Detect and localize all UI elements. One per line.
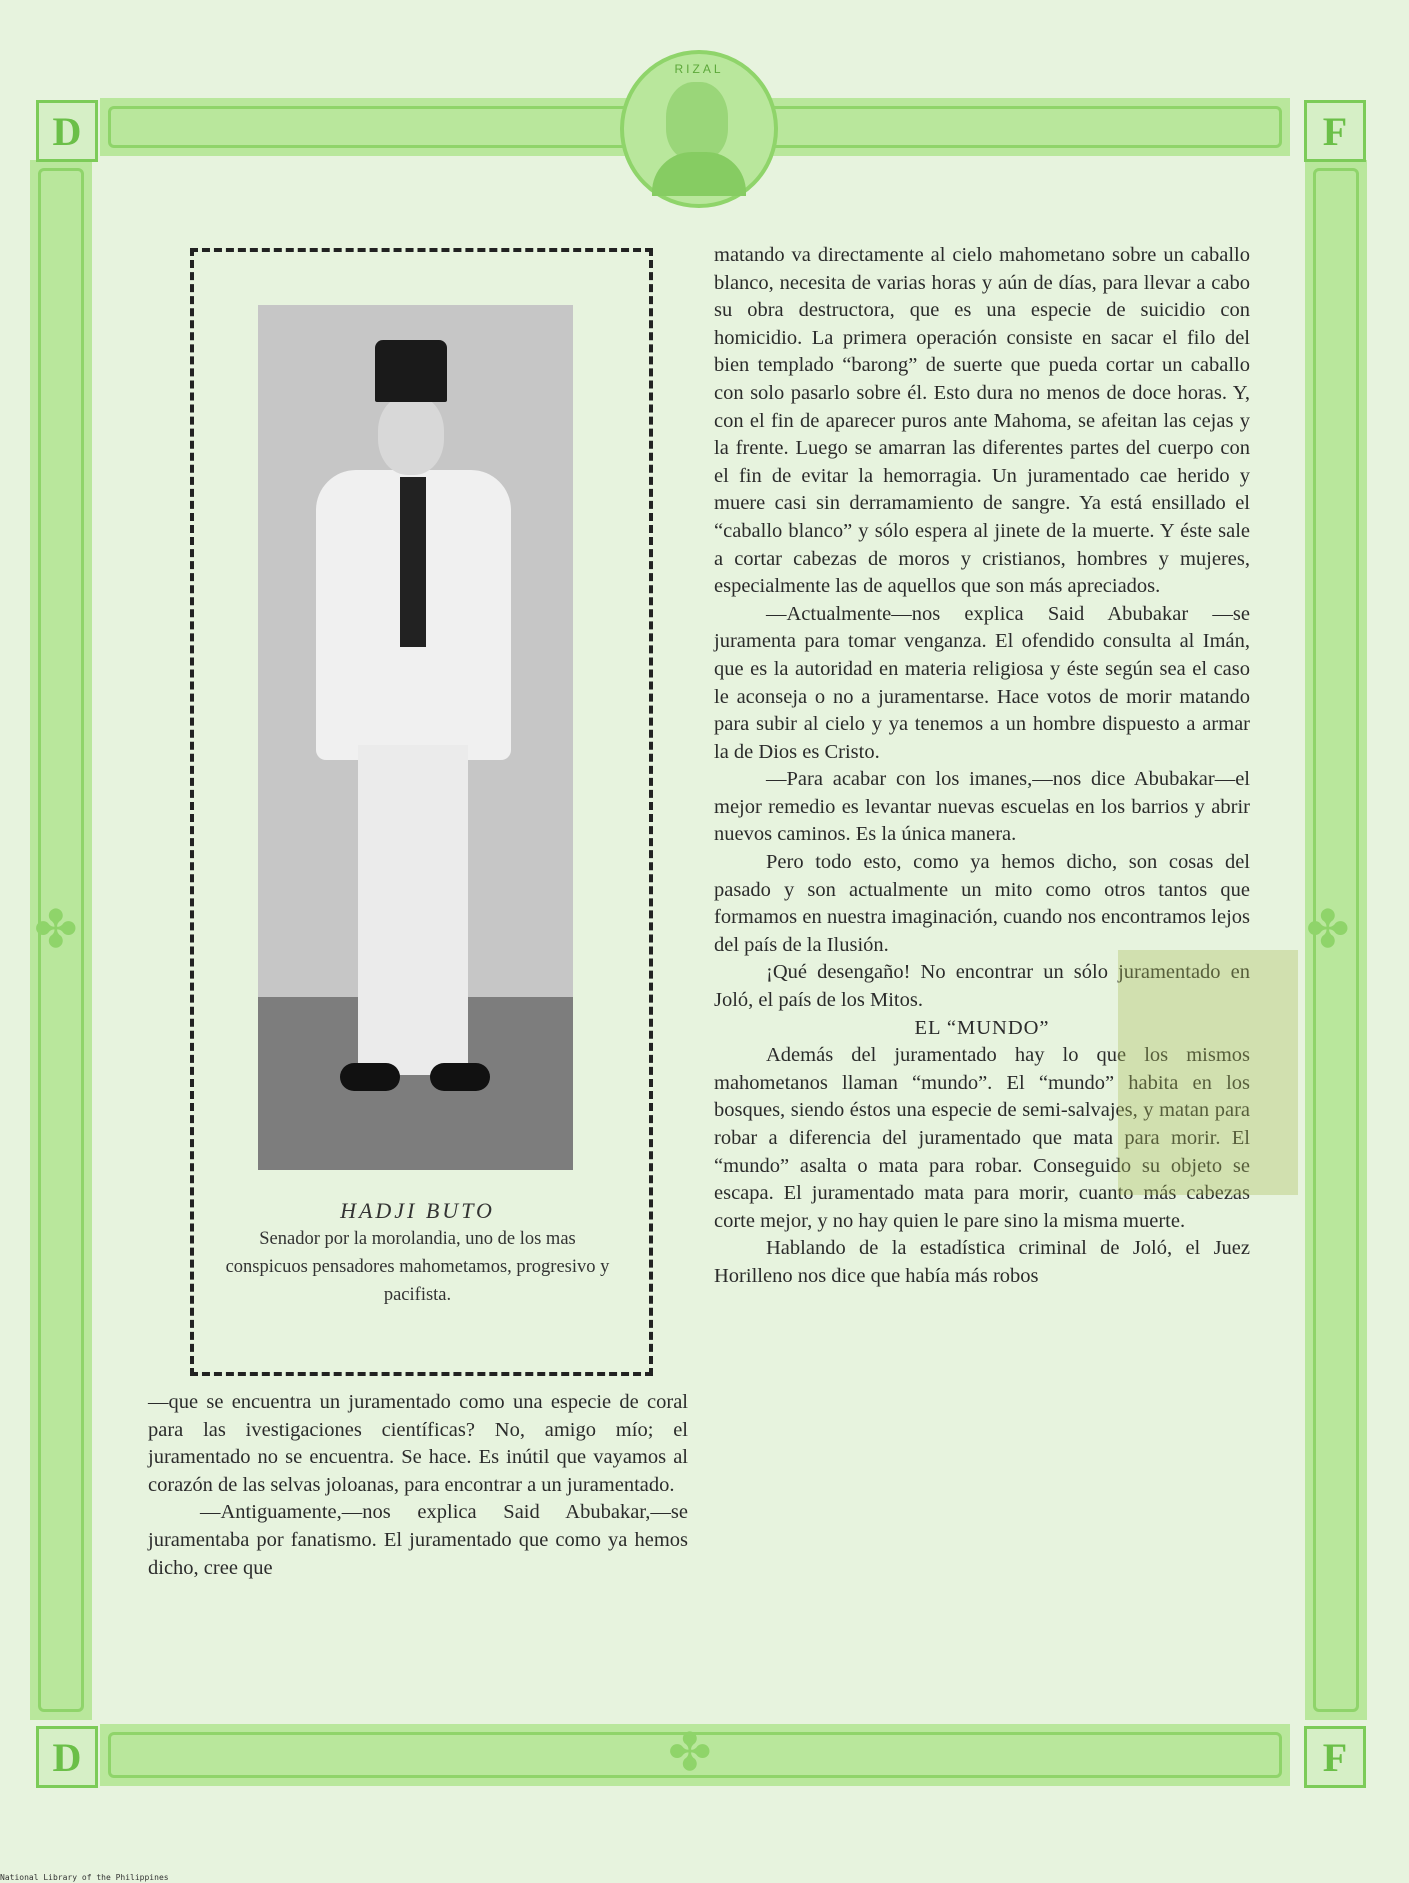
paragraph: Hablando de la estadística criminal de Joló, el Juez Horilleno nos dice que había más robos	[714, 1237, 1250, 1287]
corner-monogram-bottom-left: D	[36, 1726, 98, 1788]
flower-ornament-icon: ✤	[34, 902, 78, 959]
flower-ornament-icon: ✤	[1306, 902, 1350, 959]
paragraph: —Actualmente—nos explica Said Abubakar —se juramenta para tomar venganza. El ofendido consulta al Imán, que es la autoridad en materia religiosa y éste según sea el caso le aconseja o no a juramentarse. Hace votos de morir matando para subir al cielo y ya tenemos a un hombre dispuesto a armar la de Dios es Cristo.	[714, 602, 1250, 763]
paragraph: Pero todo esto, como ya hemos dicho, son cosas del pasado y son actualmente un mito como otros tantos que formamos en nuestra imaginación, cuando nos encontramos lejos del país de la Ilusión.	[714, 851, 1250, 956]
left-text-column	[148, 1389, 688, 1582]
paper-stain	[1118, 950, 1298, 1195]
paragraph: ¡Qué desengaño! No encontrar un sólo juramentado en Joló, el país de los Mitos.	[714, 961, 1250, 1012]
photo-caption-title: HADJI BUTO	[340, 1198, 495, 1223]
section-heading: EL “MUNDO”	[914, 1016, 1050, 1039]
rizal-medallion	[620, 50, 778, 208]
paragraph: —que se encuentra un juramentado como una especie de coral para las ivestigaciones científicas? No, amigo mío; el juramentado no se encuentra. Se hace. Es inútil que vayamos al corazón de las selvas joloanas, para encontrar a un juramentado.	[148, 1391, 688, 1496]
corner-monogram-top-left: D	[36, 100, 98, 162]
corner-monogram-bottom-right: F	[1304, 1726, 1366, 1788]
corner-monogram-top-right: F	[1304, 100, 1366, 162]
paragraph: Además del juramentado hay lo que los mismos mahometanos llaman “mundo”. El “mundo” habita en los bosques, siendo éstos una especie de semi-salvajes, y matan para robar a diferencia del juramentado que mata para morir. El “mundo” asalta o mata para robar. Conseguido su objeto se escapa. El juramentado mata para morir, cuanto más cabezas corte mejor, y no hay quien le pare sino la misma muerte.	[714, 1044, 1250, 1232]
medallion-label: RIZAL	[674, 62, 724, 76]
paragraph: —Para acabar con los imanes,—nos dice Abubakar—el mejor remedio es levantar nuevas escuelas en los barrios y abrir nuevos caminos. Es la única manera.	[714, 768, 1250, 846]
library-watermark: National Library of the Philippines	[0, 1873, 169, 1882]
portrait-icon	[666, 82, 728, 160]
paragraph: matando va directamente al cielo mahometano sobre un caballo blanco, necesita de varias horas y aún de días, para llevar a cabo su obra destructora, que es una especie de suicidio con homicidio. La primera operación consiste en sacar el filo del bien templado “barong” de suerte que pueda cortar un caballo con solo pasarlo sobre él. Esto dura no menos de doce horas. Y, con el fin de aparecer puros ante Mahoma, se afeitan las cejas y la frente. Luego se amarran las diferentes partes del cuerpo con el fin de evitar la hemorragia. Un juramentado cae herido y muere casi sin derramamiento de sangre. Ya está ensillado el “caballo blanco” y sólo espera al jinete de la muerte. Y éste sale a cortar cabezas de moros y cristianos, hombres y mujeres, especialmente las de aquellos que son más apreciados.	[714, 244, 1250, 598]
paragraph: —Antiguamente,—nos explica Said Abubakar,—se juramentaba por fanatismo. El juramentado que como ya hemos dicho, cree que	[148, 1501, 688, 1579]
photo-caption-text: Senador por la morolandia, uno de los mas conspicuos pensadores mahometamos, progresivo y pacifista.	[225, 1229, 610, 1305]
flower-ornament-icon: ✤	[668, 1725, 712, 1782]
portrait-photo	[258, 305, 573, 1170]
